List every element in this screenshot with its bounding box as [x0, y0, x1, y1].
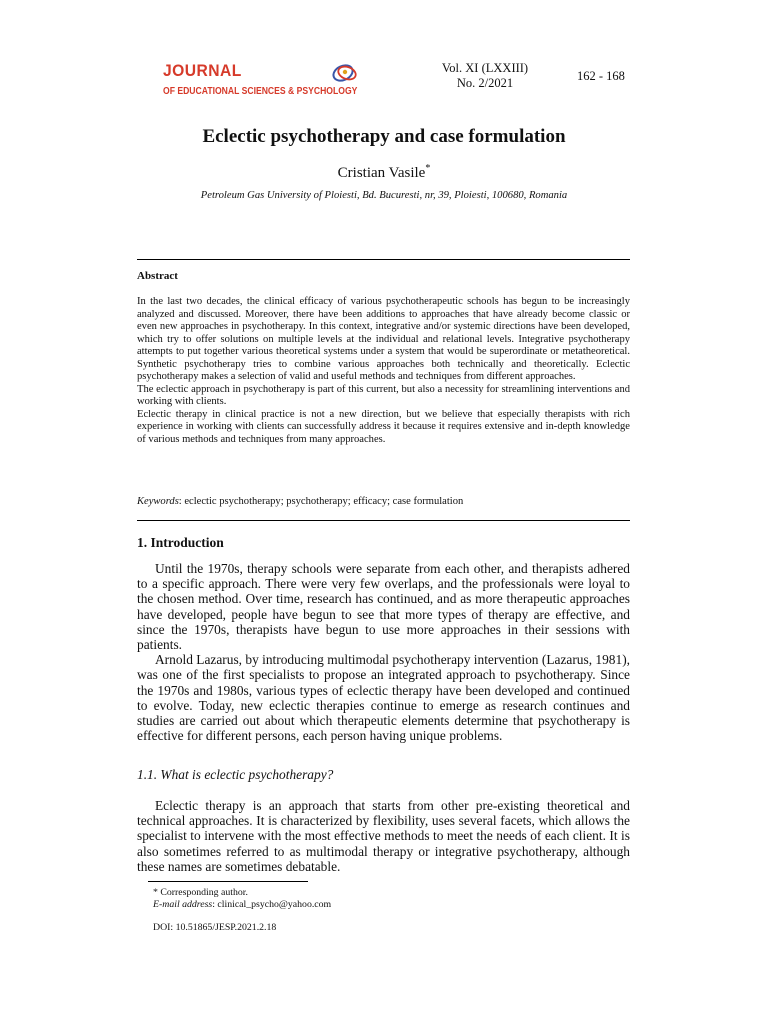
subsection-heading: 1.1. What is eclectic psychotherapy? [137, 767, 334, 782]
body-paragraph: Eclectic therapy is an approach that starts from other pre-existing theoretical and technical approaches. It is characterized by flexibility, uses several facets, which allows the specialist to intervene with the most effective methods to meet the needs of each client. It is also sometimes referred to as multimodal therapy or integrative psychotherapy, although these names are sometimes debatable. [137, 798, 630, 874]
abstract-paragraph: The eclectic approach in psychotherapy is part of this current, but also a necessity for streamlining interventions and working with clients. [137, 383, 630, 407]
section-heading-introduction: 1. Introduction [137, 535, 224, 550]
issue-number: No. 2/2021 [456, 76, 514, 90]
email-line [153, 899, 331, 911]
article-title: Eclectic psychotherapy and case formulation [202, 126, 566, 147]
keywords [137, 496, 630, 507]
volume-number: Vol. XI (LXXIII) [441, 61, 529, 75]
keywords-label: Keywords [137, 496, 179, 507]
journal-name-line1: JOURNAL [163, 61, 242, 80]
subsection-body [137, 798, 630, 874]
introduction-body [137, 561, 630, 743]
body-paragraph: Arnold Lazarus, by introducing multimodal psychotherapy intervention (Lazarus, 1981), was one of the first specialists to propose an integrated approach to psychotherapy. Since the 1970s and 1980s, various types of eclectic therapy have been developed and continued to evolve. Today, new eclectic therapies continue to emerge as research continues and studies are carried out about which therapeutic elements determine that psychotherapy is effective for different persons, each person having unique problems. [137, 652, 630, 744]
author-name: Cristian Vasile [337, 165, 426, 181]
journal-name-line2: OF EDUCATIONAL SCIENCES & PSYCHOLOGY [163, 85, 358, 97]
page-range: 162 - 168 [577, 69, 625, 83]
abstract-paragraph: In the last two decades, the clinical efficacy of various psychotherapeutic schools has begun to be increasingly analyzed and discussed. Moreover, there have been additions to approaches that have already become classic or even new approaches in psychotherapy. In this context, integrative and/or systemic directions have been developed, which try to offer solutions on multiple levels at the individual and relational levels. Integrative psychotherapy attempts to put together various theoretical systems under a system that would be superordinate or metatheoretical. Synthetic psychotherapy tries to combine various approaches both technically and theoretically. Eclectic psychotherapy makes a selection of valid and useful methods and techniques from different approaches. [137, 296, 630, 382]
volume-info [440, 61, 530, 91]
author-line [0, 163, 768, 182]
body-paragraph: Until the 1970s, therapy schools were separate from each other, and therapists adhered to a specific approach. There were very few overlaps, and the professionals were loyal to the chosen method. Over time, research has continued, and as more therapeutic approaches have developed, people have begun to see that more types of therapy are effective, and since the 1970s, therapists have begun to use more approaches in their sessions with patients. [137, 561, 630, 653]
footnote-rule [148, 881, 308, 882]
doi-link[interactable]: DOI: 10.51865/JESP.2021.2.18 [153, 922, 277, 933]
abstract-paragraph: Eclectic therapy in clinical practice is not a new direction, but we believe that especially therapists with rich experience in working with clients can successfully address it because it requires extensive and in-depth knowledge of various methods and techniques from many approaches. [137, 408, 630, 445]
keywords-list: : eclectic psychotherapy; psychotherapy; efficacy; case formulation [178, 496, 464, 507]
corresponding-author-note: * Corresponding author. [153, 887, 248, 898]
email-address[interactable]: : clinical_psycho@yahoo.com [212, 899, 332, 910]
abstract-heading: Abstract [137, 270, 178, 282]
abstract-top-rule [137, 259, 630, 260]
footnote [153, 887, 331, 911]
author-affiliation: Petroleum Gas University of Ploiesti, Bd. Bucuresti, nr, 39, Ploiesti, 100680, Romania [200, 190, 568, 201]
abstract-body [137, 296, 630, 446]
email-label: E-mail address [153, 899, 213, 910]
abstract-bottom-rule [137, 520, 630, 521]
author-footnote-mark: * [425, 163, 431, 174]
journal-emblem-icon [330, 60, 360, 86]
